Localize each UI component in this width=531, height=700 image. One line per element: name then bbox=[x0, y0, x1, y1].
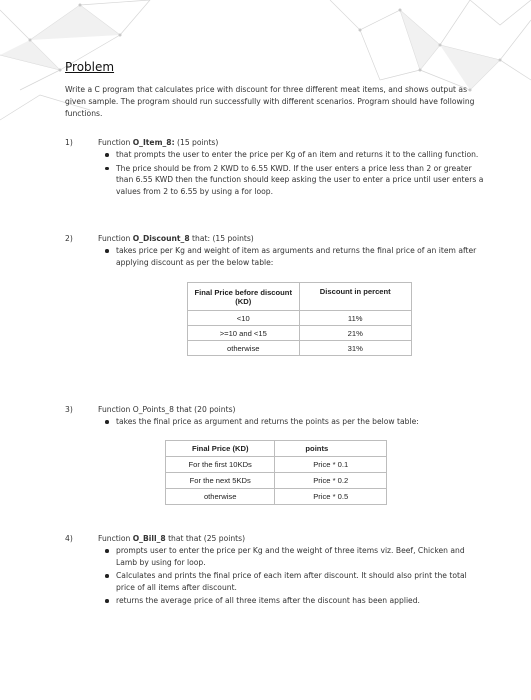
table-row bbox=[188, 341, 412, 356]
table-cell: <10 bbox=[188, 311, 300, 326]
section-number: 2) bbox=[65, 234, 73, 243]
bullet-list bbox=[105, 416, 485, 430]
function-name: O_Discount_8 bbox=[132, 234, 190, 243]
page-title: Problem bbox=[65, 60, 115, 74]
discount-table bbox=[187, 282, 412, 356]
list-item: returns the average price of all three items after the discount has been applied. bbox=[105, 595, 485, 607]
table-cell: >=10 and <15 bbox=[188, 326, 300, 341]
section-number: 3) bbox=[65, 405, 73, 414]
table-cell: For the first 10KDs bbox=[166, 457, 275, 473]
table-header: points bbox=[275, 441, 387, 457]
table-header: Final Price before discount (KD) bbox=[188, 283, 300, 311]
section-heading: Function O_Points_8 that (20 points) bbox=[98, 405, 236, 414]
table-cell: 11% bbox=[299, 311, 412, 326]
table-cell: 21% bbox=[299, 326, 412, 341]
list-item: prompts user to enter the price per Kg and the weight of three items viz. Beef, Chicken and Lamb by using for loop. bbox=[105, 545, 485, 568]
list-item: takes the final price as argument and returns the points as per the below table: bbox=[105, 416, 485, 428]
table-cell: otherwise bbox=[188, 341, 300, 356]
table-row bbox=[166, 489, 387, 505]
table-header: Final Price (KD) bbox=[166, 441, 275, 457]
table-row bbox=[166, 457, 387, 473]
function-name: O_Item_8: bbox=[132, 138, 175, 147]
intro-paragraph: Write a C program that calculates price with discount for three different meat items, and shows output as given sample. The program should run successfully with different scenarios. Program should have following functions. bbox=[65, 85, 475, 119]
bullet-list bbox=[105, 545, 485, 609]
section-heading: Function O_Discount_8 that: (15 points) bbox=[98, 234, 254, 243]
table-cell: For the next 5KDs bbox=[166, 473, 275, 489]
list-item: Calculates and prints the final price of each item after discount. It should also print the total price of all items after discount. bbox=[105, 570, 485, 593]
section-number: 4) bbox=[65, 534, 73, 543]
table-row bbox=[166, 473, 387, 489]
table-cell: otherwise bbox=[166, 489, 275, 505]
table-cell: 31% bbox=[299, 341, 412, 356]
table-row bbox=[188, 326, 412, 341]
bullet-list bbox=[105, 245, 485, 270]
table-row bbox=[188, 311, 412, 326]
table-cell: Price * 0.1 bbox=[275, 457, 387, 473]
list-item: that prompts the user to enter the price per Kg of an item and returns it to the calling function. bbox=[105, 149, 485, 161]
function-name: O_Bill_8 bbox=[132, 534, 166, 543]
table-cell: Price * 0.5 bbox=[275, 489, 387, 505]
list-item: takes price per Kg and weight of item as arguments and returns the final price of an item after applying discount as per the below table: bbox=[105, 245, 485, 268]
section-heading: Function O_Bill_8 that that (25 points) bbox=[98, 534, 246, 543]
section-number: 1) bbox=[65, 138, 73, 147]
points-table bbox=[165, 440, 387, 505]
table-cell: Price * 0.2 bbox=[275, 473, 387, 489]
bullet-list bbox=[105, 149, 485, 199]
table-header: Discount in percent bbox=[299, 283, 412, 311]
section-heading: Function O_Item_8: (15 points) bbox=[98, 138, 219, 147]
list-item: The price should be from 2 KWD to 6.55 KWD. If the user enters a price less than 2 or greater than 6.55 KWD then the function should keep asking the user to enter a price until user enters a values from 2 to 6.55 by using a for loop. bbox=[105, 163, 485, 198]
